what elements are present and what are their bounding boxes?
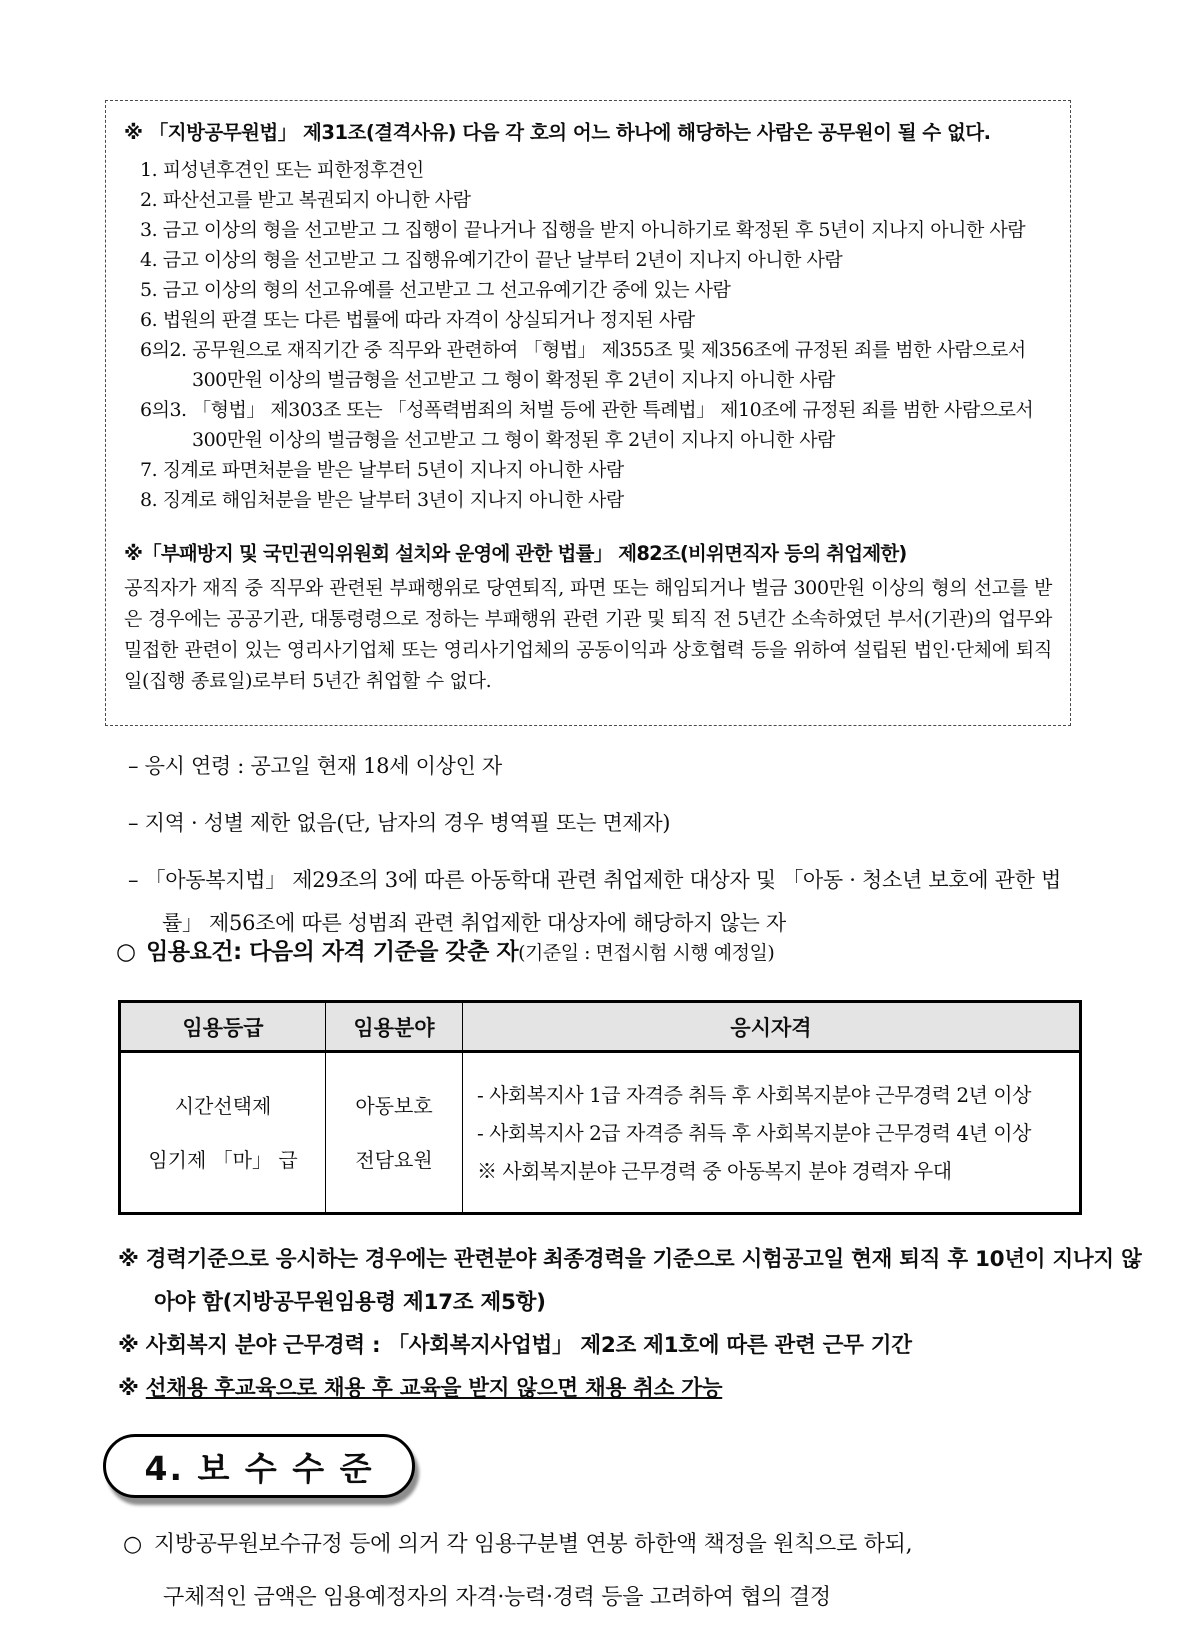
condition-region-gender bbox=[128, 802, 1080, 845]
cell-grade bbox=[120, 1052, 326, 1214]
law-item-no: 4. bbox=[140, 249, 158, 271]
section-4-salary-banner: 4. 보 수 수 준 bbox=[103, 1434, 415, 1498]
law-item-6 bbox=[122, 305, 1054, 335]
cell-qualification bbox=[463, 1052, 1081, 1214]
law-item-no: 6. bbox=[140, 309, 158, 331]
law-item-no: 6의2. bbox=[140, 339, 187, 361]
condition-text: 「아동복지법」 제29조의 3에 따른 아동학대 관련 취업제한 대상자 및 「아동 · 청소년 보호에 관한 법률」 제56조에 따른 성범죄 관련 취업제한 대상자에 해당하지 않는 자 bbox=[144, 868, 1061, 935]
qualification-table-header bbox=[120, 1002, 1081, 1052]
salary-line1 bbox=[123, 1528, 1083, 1562]
law-item-3 bbox=[122, 215, 1054, 245]
law-item-no: 8. bbox=[140, 489, 158, 511]
note-career-basis bbox=[118, 1238, 1142, 1324]
law-item-text: 금고 이상의 형의 선고유예를 선고받고 그 선고유예기간 중에 있는 사람 bbox=[162, 279, 731, 301]
note-text: 선채용 후교육으로 채용 후 교육을 받지 않으면 채용 취소 가능 bbox=[145, 1376, 723, 1401]
table-row bbox=[120, 1052, 1081, 1214]
salary-text1: 지방공무원보수규정 등에 의거 각 임용구분별 연봉 하한액 책정을 원칙으로 하되, bbox=[153, 1532, 913, 1557]
circle-bullet-icon: ○ bbox=[116, 938, 137, 965]
circle-bullet-icon: ○ bbox=[123, 1532, 142, 1557]
qualification-table bbox=[118, 1000, 1082, 1215]
anticorruption-law-paragraph: 공직자가 재직 중 직무와 관련된 부패행위로 당연퇴직, 파면 또는 해임되거나 벌금 300만원 이상의 형의 선고를 받은 경우에는 공공기관, 대통령령으로 정하는 부패행위 관련 기관 및 퇴직 전 5년간 소속하였던 부서(기관)의 업무와 밀접한 관련이 있는 영리사기업체 또는 영리사기업체의 공동이익과 상호협력 등을 위하여 설립된 법인·단체에 퇴직일(집행 종료일)로부터 5년간 취업할 수 없다. bbox=[124, 577, 1052, 692]
field-line2: 전담요원 bbox=[355, 1147, 433, 1172]
asterisk-marker-icon: ※ bbox=[118, 1247, 139, 1272]
law-item-no: 1. bbox=[140, 159, 158, 181]
law-item-no: 7. bbox=[140, 459, 158, 481]
note-social-welfare-career bbox=[118, 1324, 1142, 1367]
condition-text: 응시 연령 : 공고일 현재 18세 이상인 자 bbox=[144, 754, 502, 778]
law-item-text: 공무원으로 재직기간 중 직무와 관련하여 「형법」 제355조 및 제356조에 규정된 죄를 범한 사람으로서 300만원 이상의 벌금형을 선고받고 그 형이 확정된 후 2년이 지나지 아니한 사람 bbox=[192, 339, 1026, 391]
law-item-6-3 bbox=[122, 395, 1054, 455]
header-grade: 임용등급 bbox=[120, 1002, 326, 1052]
law-item-4 bbox=[122, 245, 1054, 275]
law-item-7 bbox=[122, 455, 1054, 485]
law-item-text: 금고 이상의 형을 선고받고 그 집행이 끝나거나 집행을 받지 아니하기로 확정된 후 5년이 지나지 아니한 사람 bbox=[162, 219, 1026, 241]
dash-marker: – bbox=[128, 868, 139, 892]
dash-marker: – bbox=[128, 754, 139, 778]
law-item-6-2 bbox=[122, 335, 1054, 395]
law-item-5 bbox=[122, 275, 1054, 305]
law-item-text: 「형법」 제303조 또는 「성폭력범죄의 처벌 등에 관한 특례법」 제10조에 규정된 죄를 범한 사람으로서 300만원 이상의 벌금형을 선고받고 그 형이 확정된 후 2년이 지나지 아니한 사람 bbox=[192, 399, 1034, 451]
salary-description bbox=[123, 1528, 1083, 1614]
salary-line2: 구체적인 금액은 임용예정자의 자격·능력·경력 등을 고려하여 협의 결정 bbox=[163, 1585, 831, 1610]
field-line1: 아동보호 bbox=[355, 1093, 433, 1118]
law-item-text: 금고 이상의 형을 선고받고 그 집행유예기간이 끝난 날부터 2년이 지나지 아니한 사람 bbox=[162, 249, 843, 271]
qualification-line3: ※ 사회복지분야 근무경력 중 아동복지 분야 경력자 우대 bbox=[477, 1158, 952, 1183]
law-item-text: 징계로 파면처분을 받은 날부터 5년이 지나지 아니한 사람 bbox=[162, 459, 624, 481]
grade-line2: 임기제 「마」 급 bbox=[148, 1147, 298, 1172]
law-item-no: 2. bbox=[140, 189, 158, 211]
header-field: 임용분야 bbox=[326, 1002, 463, 1052]
disqualification-law-box bbox=[105, 100, 1071, 726]
law-item-text: 징계로 해임처분을 받은 날부터 3년이 지나지 아니한 사람 bbox=[162, 489, 624, 511]
note-pre-hire-training bbox=[118, 1367, 1142, 1410]
law-item-text: 피성년후견인 또는 피한정후견인 bbox=[162, 159, 424, 181]
requirement-notes bbox=[118, 1238, 1142, 1410]
law-item-no: 6의3. bbox=[140, 399, 187, 421]
condition-age bbox=[128, 745, 1080, 788]
law-box-title: ※ 「지방공무원법」 제31조(결격사유) 다음 각 호의 어느 하나에 해당하는 사람은 공무원이 될 수 없다. bbox=[124, 121, 991, 144]
appointment-requirements-heading bbox=[116, 933, 774, 966]
dash-marker: – bbox=[128, 811, 139, 835]
note-text: 경력기준으로 응시하는 경우에는 관련분야 최종경력을 기준으로 시험공고일 현재 퇴직 후 10년이 지나지 않아야 함(지방공무원임용령 제17조 제5항) bbox=[145, 1247, 1142, 1315]
asterisk-marker-icon: ※ bbox=[118, 1376, 139, 1401]
law-item-text: 법원의 판결 또는 다른 법률에 따라 자격이 상실되거나 정지된 사람 bbox=[162, 309, 695, 331]
law-item-2 bbox=[122, 185, 1054, 215]
law-item-1 bbox=[122, 155, 1054, 185]
law-item-no: 5. bbox=[140, 279, 158, 301]
header-qualification: 응시자격 bbox=[463, 1002, 1081, 1052]
requirements-heading-text: 임용요건: 다음의 자격 기준을 갖춘 자 bbox=[146, 939, 519, 965]
qualification-line1: - 사회복지사 1급 자격증 취득 후 사회복지분야 근무경력 2년 이상 bbox=[477, 1082, 1031, 1107]
requirements-heading-note: (기준일 : 면접시험 시행 예정일) bbox=[518, 942, 775, 964]
condition-text: 지역 · 성별 제한 없음(단, 남자의 경우 병역필 또는 면제자) bbox=[144, 811, 671, 835]
law-item-8 bbox=[122, 485, 1054, 515]
law-item-no: 3. bbox=[140, 219, 158, 241]
application-conditions bbox=[128, 745, 1080, 949]
cell-field bbox=[326, 1052, 463, 1214]
qualification-line2: - 사회복지사 2급 자격증 취득 후 사회복지분야 근무경력 4년 이상 bbox=[477, 1120, 1031, 1145]
law-item-text: 파산선고를 받고 복권되지 아니한 사람 bbox=[162, 189, 471, 211]
note-text: 사회복지 분야 근무경력 : 「사회복지사업법」 제2조 제1호에 따른 관련 근무 기간 bbox=[145, 1333, 912, 1358]
anticorruption-law-title: ※「부패방지 및 국민권익위원회 설치와 운영에 관한 법률」 제82조(비위면직자 등의 취업제한) bbox=[124, 542, 907, 565]
asterisk-marker-icon: ※ bbox=[118, 1333, 139, 1358]
grade-line1: 시간선택제 bbox=[174, 1093, 272, 1118]
